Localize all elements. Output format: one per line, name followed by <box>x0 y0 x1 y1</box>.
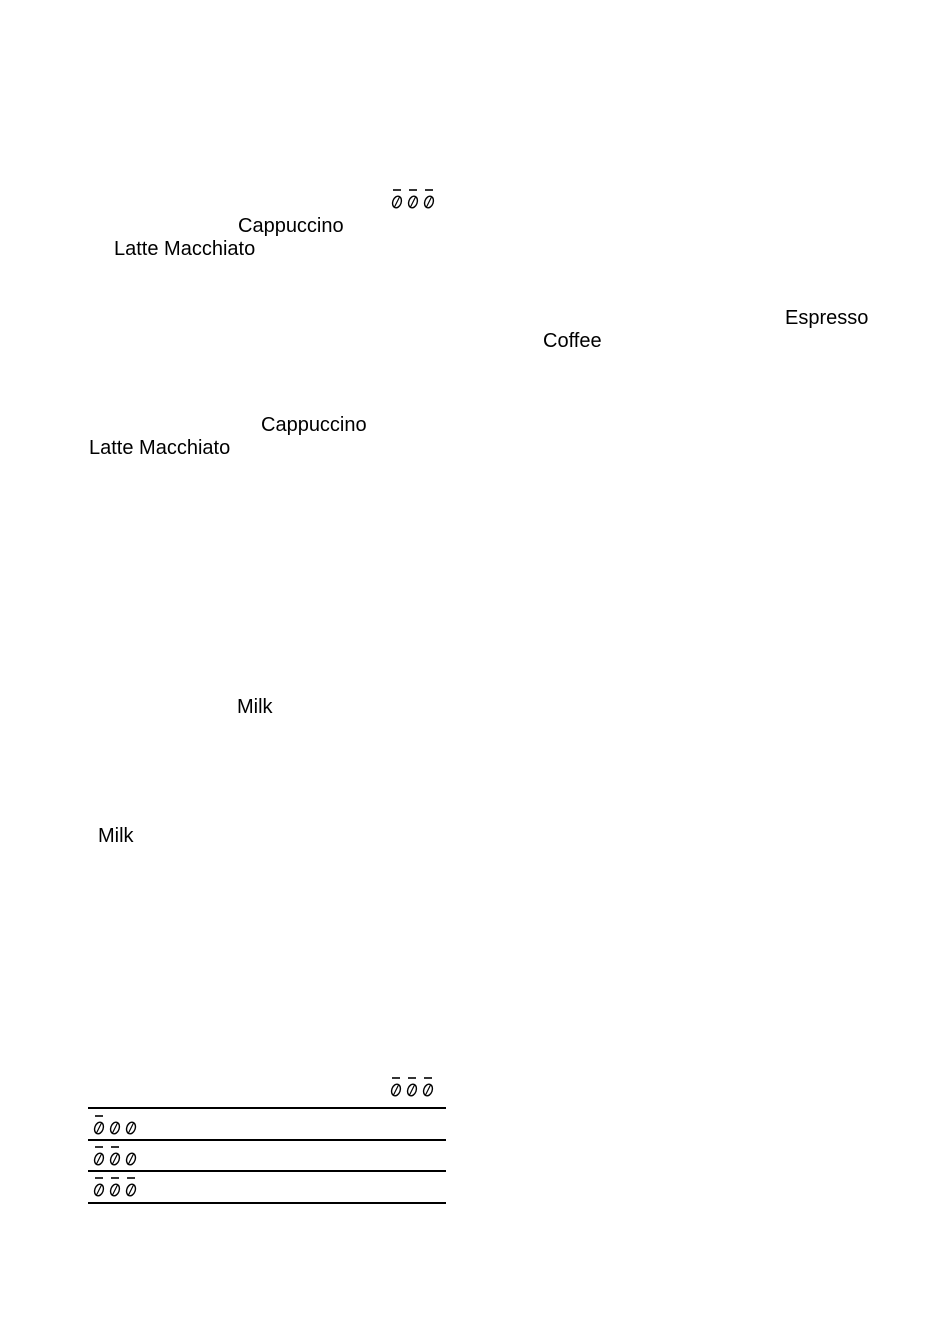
label-latte-macchiato-top: Latte Macchiato <box>114 238 256 260</box>
coffee-bean-icon <box>92 1176 106 1198</box>
bean-crease <box>113 1123 118 1133</box>
bean-crease <box>394 1085 399 1095</box>
coffee-bean-icon <box>108 1176 122 1198</box>
bean-crease <box>410 1085 415 1095</box>
label-cappuccino-middle: Cappuccino <box>261 414 367 436</box>
coffee-bean-icon <box>421 1076 435 1098</box>
coffee-bean-icon <box>422 188 436 210</box>
bean-crease <box>97 1185 102 1195</box>
bean-crease <box>129 1185 134 1195</box>
coffee-bean-icon <box>389 1076 403 1098</box>
label-milk-first: Milk <box>237 696 273 718</box>
bean-crease <box>129 1123 134 1133</box>
label-cappuccino-top: Cappuccino <box>238 215 344 237</box>
bean-crease <box>113 1154 118 1164</box>
coffee-bean-icon <box>108 1145 122 1167</box>
coffee-bean-icon <box>406 188 420 210</box>
table-rule <box>88 1170 446 1172</box>
bean-crease <box>97 1123 102 1133</box>
table-row-beans-3 <box>92 1176 138 1198</box>
coffee-bean-icon <box>124 1114 138 1136</box>
bean-crease <box>395 197 400 207</box>
coffee-bean-icon <box>92 1114 106 1136</box>
table-rule <box>88 1202 446 1204</box>
coffee-bean-icon <box>124 1176 138 1198</box>
table-row-beans-1 <box>92 1114 138 1136</box>
coffee-bean-icon <box>108 1114 122 1136</box>
coffee-bean-icon <box>92 1145 106 1167</box>
bean-crease <box>427 197 432 207</box>
label-espresso: Espresso <box>785 307 869 329</box>
bean-crease <box>129 1154 134 1164</box>
bean-crease <box>411 197 416 207</box>
label-latte-macchiato-middle: Latte Macchiato <box>89 437 231 459</box>
bean-strength-indicator-table-header <box>389 1076 435 1098</box>
bean-crease <box>113 1185 118 1195</box>
table-rule <box>88 1107 446 1109</box>
label-milk-second: Milk <box>98 825 134 847</box>
bean-strength-indicator-top <box>390 188 436 210</box>
bean-crease <box>426 1085 431 1095</box>
bean-crease <box>97 1154 102 1164</box>
table-row-beans-2 <box>92 1145 138 1167</box>
table-rule <box>88 1139 446 1141</box>
label-coffee: Coffee <box>543 330 602 352</box>
coffee-bean-icon <box>124 1145 138 1167</box>
coffee-bean-icon <box>405 1076 419 1098</box>
coffee-bean-icon <box>390 188 404 210</box>
